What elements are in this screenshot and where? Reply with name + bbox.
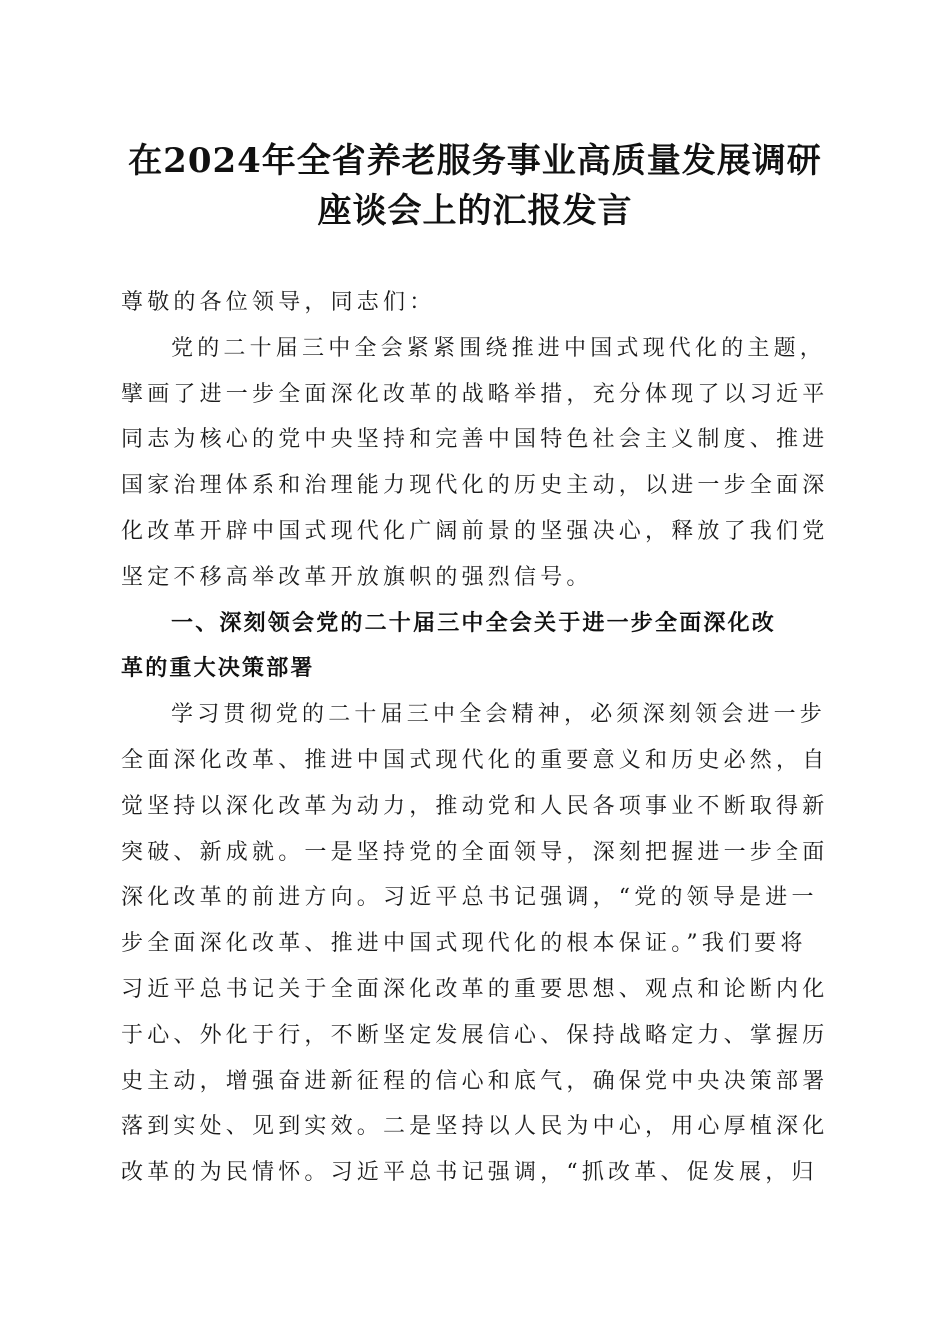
heading-line: 一、深刻领会党的二十届三中全会关于进一步全面深化改 (171, 610, 777, 636)
heading-line: 革的重大决策部署 (121, 656, 315, 682)
paragraph-line: 深化改革的前进方向。习近平总书记强调，“党的领导是进一 (121, 885, 818, 911)
paragraph-line: 步全面深化改革、推进中国式现代化的根本保证。”我们要将 (121, 931, 807, 957)
paragraph-line: 史主动，增强奋进新征程的信心和底气，确保党中央决策部署 (121, 1068, 829, 1094)
title-line: 在2024年全省养老服务事业高质量发展调研 (128, 141, 822, 181)
paragraph-intro (121, 326, 829, 601)
paragraph-line: 觉坚持以深化改革为动力，推动党和人民各项事业不断取得新 (121, 793, 829, 819)
paragraph-line: 同志为核心的党中央坚持和完善中国特色社会主义制度、推进 (121, 427, 829, 453)
paragraph-line: 党的二十届三中全会紧紧围绕推进中国式现代化的主题， (171, 335, 827, 361)
paragraph-line: 习近平总书记关于全面深化改革的重要思想、观点和论断内化 (121, 976, 829, 1002)
paragraph-line: 国家治理体系和治理能力现代化的历史主动，以进一步全面深 (121, 473, 829, 499)
paragraph-line: 于心、外化于行，不断坚定发展信心、保持战略定力、掌握历 (121, 1022, 829, 1048)
paragraph-line: 化改革开辟中国式现代化广阔前景的坚强决心，释放了我们党 (121, 518, 829, 544)
document-body (121, 280, 829, 1196)
paragraph-line: 改革的为民情怀。习近平总书记强调，“抓改革、促发展，归 (121, 1160, 818, 1186)
paragraph-line: 学习贯彻党的二十届三中全会精神，必须深刻领会进一步 (171, 702, 827, 728)
paragraph-line: 坚定不移高举改革开放旗帜的强烈信号。 (121, 564, 593, 590)
document-title (110, 136, 840, 236)
title-line: 座谈会上的汇报发言 (317, 191, 633, 231)
paragraph-line: 落到实处、见到实效。二是坚持以人民为中心，用心厚植深化 (121, 1114, 829, 1140)
salutation: 尊敬的各位领导，同志们： (121, 290, 436, 315)
section-heading-1 (121, 601, 825, 693)
paragraph-line: 擘画了进一步全面深化改革的战略举措，充分体现了以习近平 (121, 381, 829, 407)
paragraph-line: 全面深化改革、推进中国式现代化的重要意义和历史必然，自 (121, 747, 829, 773)
paragraph-line: 突破、新成就。一是坚持党的全面领导，深刻把握进一步全面 (121, 839, 829, 865)
paragraph-section-1 (121, 692, 829, 1196)
